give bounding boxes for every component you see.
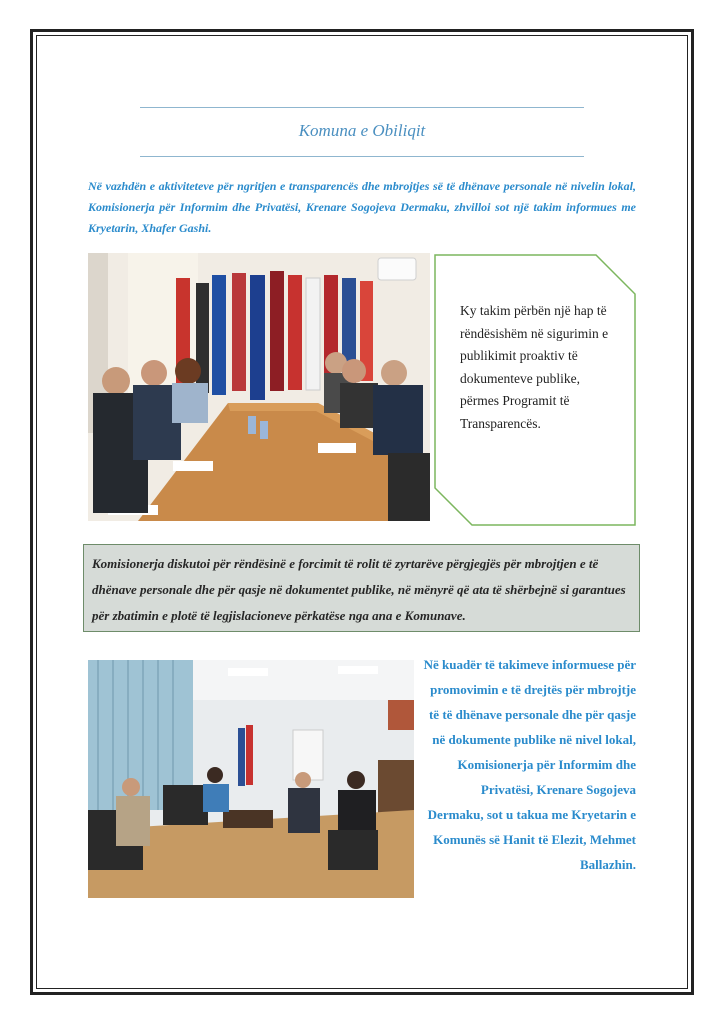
highlight-text: Komisionerja diskutoi për rëndësinë e forcimit të rolit të zyrtarëve përgjegjës për mbrojtjen e të dhënave personale dhe për qasje në dokumentet publike, në mënyrë që ata të shërbejnë si garantues për zbatimin e plotë të legjislacioneve përkatëse nga ana e Komunave.	[92, 556, 626, 623]
second-paragraph: Në kuadër të takimeve informuese për promovimin e të drejtës për mbrojtje të të dhënave personale dhe për qasje në dokumente publike në nivel lokal, Komisionerja për Informim dhe Privatësi, Krenare Sogojeva Dermaku, sot u takua me Kryetarin e Komunës së Hanit të Elezit, Mehmet Ballazhin.	[423, 657, 636, 872]
callout-text: Ky takim përbën një hap të rëndësishëm në sigurimin e publikimit proaktiv të dokumenteve publike, përmes Programit të Transparencës.	[460, 303, 609, 431]
title-rule-bottom	[140, 156, 584, 157]
title-rule-top	[140, 107, 584, 108]
meeting-photo-hani-i-elezit	[88, 660, 414, 898]
highlight-box	[83, 544, 640, 632]
page-title: Komuna e Obiliqit	[298, 121, 426, 140]
meeting-photo-obiliq	[88, 253, 430, 521]
intro-paragraph: Në vazhdën e aktiviteteve për ngritjen e transparencës dhe mbrojtjes së të dhënave personale në nivelin lokal, Komisionerja për Informim dhe Privatësi, Krenare Sogojeva Dermaku, zhvilloi sot një takim informues me Kryetarin, Xhafer Gashi.	[88, 179, 636, 235]
